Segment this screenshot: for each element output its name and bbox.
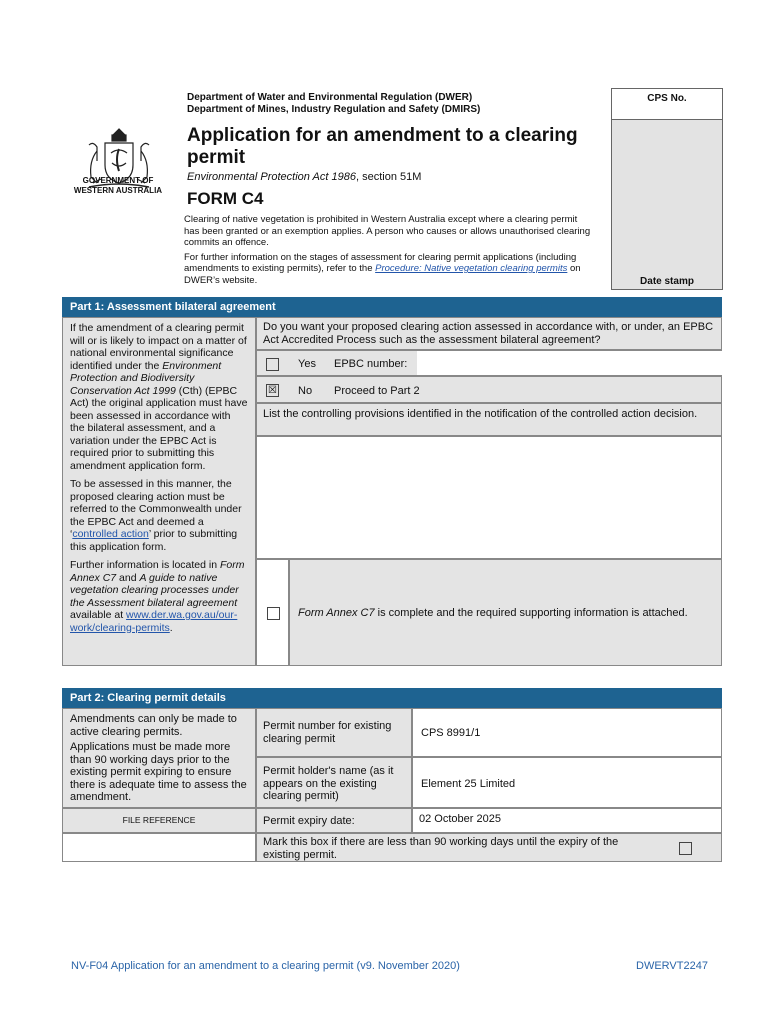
yes-row xyxy=(256,350,722,376)
dept-dwer: Department of Water and Environmental Regulation (DWER) xyxy=(187,92,473,103)
p2-text-a: To be assessed in this manner, the proposed clearing action must be referred to the Commonwealth under the EPBC Act and deemed a ‘ xyxy=(70,478,242,540)
office-use-box xyxy=(611,88,723,290)
intro-text xyxy=(184,214,594,289)
p1-text-a: If the amendment of a clearing permit will or is likely to impact on a matter of national environmental significance identified under the xyxy=(70,322,247,372)
annex-checkbox-cell xyxy=(256,559,289,666)
epbc-number-label: EPBC number: xyxy=(334,358,408,370)
p3-text-c: available at xyxy=(70,609,127,621)
permit-number-label: Permit number for existing clearing permit xyxy=(256,708,412,757)
footer-document-title: NV-F04 Application for an amendment to a clearing permit (v9. November 2020) xyxy=(71,960,460,972)
government-line1: GOVERNMENT OF xyxy=(82,176,154,185)
part1-header: Part 1: Assessment bilateral agreement xyxy=(62,297,722,317)
form-label: FORM C4 xyxy=(187,189,264,208)
intro2-prefix: For further information on the stages of assessment for clearing permit applications (including amendments to existing permits), refer to the xyxy=(184,251,577,274)
p3-text-a: Further information is located in xyxy=(70,559,220,571)
file-reference-label: FILE REFERENCE xyxy=(62,808,256,833)
controlling-provisions-input[interactable] xyxy=(256,436,722,559)
part1-guidance-p2 xyxy=(70,478,248,553)
annex-text: is complete and the required supporting information is attached. xyxy=(374,607,688,619)
permit-number-field[interactable]: CPS 8991/1 xyxy=(412,708,722,757)
annex-statement xyxy=(289,559,722,666)
epbc-question: Do you want your proposed clearing action assessed in accordance with, or under, an EPBC Act Accredited Process such as the assessment bilateral agreement? xyxy=(256,317,722,350)
footer-code: DWERVT2247 xyxy=(636,960,708,972)
p2-text-b: ’ prior to submitting this application form. xyxy=(70,528,238,553)
controlling-provisions-prompt: List the controlling provisions identified in the notification of the controlled action decision. xyxy=(256,403,722,436)
permit-holder-label: Permit holder's name (as it appears on the existing clearing permit) xyxy=(256,757,412,808)
expiry-date-field[interactable]: 02 October 2025 xyxy=(412,808,722,833)
no-row xyxy=(256,376,722,403)
controlled-action-link[interactable]: controlled action xyxy=(72,528,149,540)
intro-paragraph-2 xyxy=(184,252,594,287)
act-reference xyxy=(187,171,421,183)
part2-guidance-p1: Amendments can only be made to active clearing permits. xyxy=(70,713,237,738)
annex-checkbox[interactable] xyxy=(267,607,280,620)
proceed-label: Proceed to Part 2 xyxy=(334,385,420,397)
epbc-act-name: Environment Protection and Biodiversity Conservation Act 1999 xyxy=(70,359,222,397)
department-names xyxy=(187,92,607,116)
guide-ref: A guide to native vegetation clearing processes under the Assessment bilateral agreement xyxy=(70,571,239,609)
part1-guidance xyxy=(62,317,256,666)
p3-text-d: . xyxy=(169,621,173,634)
date-stamp-label: Date stamp xyxy=(640,276,694,287)
part1-guidance-p1 xyxy=(70,322,248,472)
part2-guidance xyxy=(62,708,256,808)
less-than-90-days-row xyxy=(256,833,722,862)
dept-dmirs: Department of Mines, Industry Regulation and Safety (DMIRS) xyxy=(187,104,481,115)
less-than-90-days-text: Mark this box if there are less than 90 working days until the expiry of the existing permit. xyxy=(263,836,619,861)
permit-holder-field[interactable]: Element 25 Limited xyxy=(412,757,722,808)
part2-header: Part 2: Clearing permit details xyxy=(62,688,722,708)
government-line2: WESTERN AUSTRALIA xyxy=(73,186,163,195)
expiry-date-label: Permit expiry date: xyxy=(256,808,412,833)
page-title: Application for an amendment to a clearing permit xyxy=(187,125,578,168)
clearing-permits-link[interactable]: www.der.wa.gov.au/our-work/clearing-permits xyxy=(70,609,238,634)
government-label xyxy=(66,176,170,196)
yes-checkbox[interactable] xyxy=(266,358,279,371)
annex-c7-ref: Form Annex C7 xyxy=(70,559,245,584)
no-label: No xyxy=(298,385,313,397)
p1-text-b: (Cth) (EPBC Act) the original application must have been assessed in accordance with the bilateral assessment, and a variation under the EPBC Act is required prior to submitting this amendment application form. xyxy=(70,384,248,472)
procedure-link[interactable]: Procedure: Native vegetation clearing permits xyxy=(375,263,568,274)
part1-guidance-p3 xyxy=(70,559,248,634)
intro-paragraph-1: Clearing of native vegetation is prohibited in Western Australia except where a clearing permit has been granted or an exemption applies. A person who causes or allows unauthorised clearing commits an offence. xyxy=(184,214,591,248)
yes-label: Yes xyxy=(298,358,316,370)
part2-guidance-p2: Applications must be made more than 90 working days prior to the existing permit expiring to ensure there is adequate time to assess the amendment. xyxy=(70,741,247,803)
p3-text-b: and xyxy=(116,571,140,584)
intro2-suffix: on DWER’s website. xyxy=(184,263,581,286)
less-than-90-days-checkbox[interactable] xyxy=(679,842,692,855)
epbc-number-input[interactable] xyxy=(417,351,722,375)
file-reference-input[interactable] xyxy=(62,833,256,862)
act-section: , section 51M xyxy=(355,171,422,183)
annex-name: Form Annex C7 xyxy=(298,607,375,619)
act-name: Environmental Protection Act 1986 xyxy=(187,171,356,183)
no-checkbox[interactable]: ☒ xyxy=(266,384,279,397)
cps-no-label: CPS No. xyxy=(612,89,722,120)
